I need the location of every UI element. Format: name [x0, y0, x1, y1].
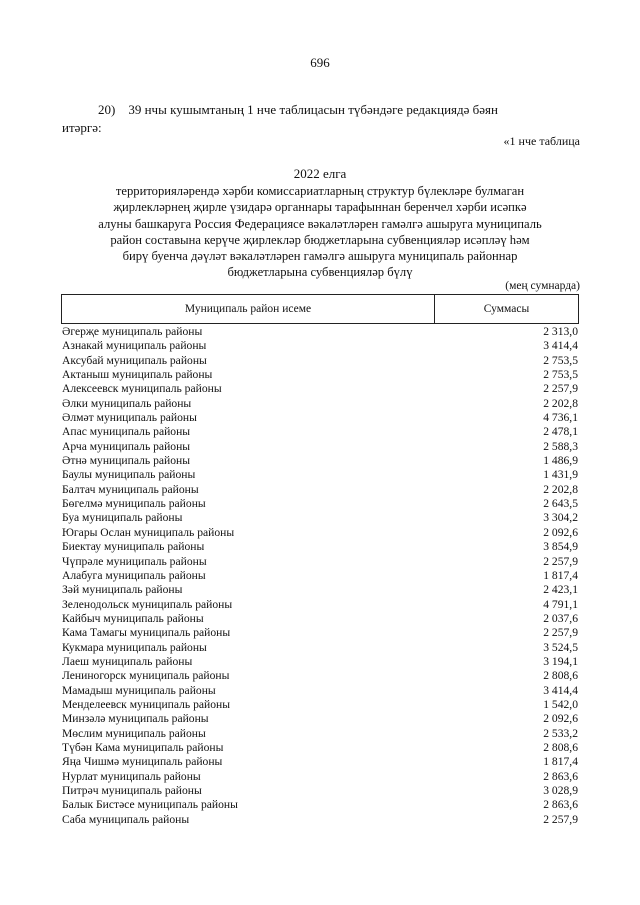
table-row: [62, 526, 578, 540]
title-year: 2022 елга: [293, 166, 347, 181]
district-amount: 3 524,5: [543, 640, 578, 654]
table-reference: «1 нче таблица: [503, 134, 580, 148]
amendment-number: 20): [98, 102, 116, 117]
district-amount: 2 037,6: [543, 611, 578, 625]
amendment-text-line1: 39 нчы кушымтаның 1 нче таблицасын түбәндәге редакциядә бәян: [128, 102, 498, 117]
title-line: территорияләрендә хәрби комиссариатларның структур бүлекләре булмаган: [115, 184, 525, 198]
column-header-name: Муниципаль район исеме: [62, 295, 435, 323]
column-header-amount: Суммасы: [483, 303, 530, 315]
table-row: [62, 483, 578, 497]
district-amount: 3 304,2: [543, 511, 578, 525]
district-amount: 3 028,9: [543, 784, 578, 797]
district-name: Азнакай муниципаль районы: [62, 339, 207, 353]
district-amount: 1 486,9: [543, 454, 578, 468]
table-row: [62, 440, 578, 454]
district-name: Апас муниципаль районы: [62, 425, 191, 439]
table-row: [62, 655, 578, 669]
district-name: Югары Ослан муниципаль районы: [62, 525, 235, 539]
district-name: Түбән Кама муниципаль районы: [62, 740, 224, 754]
district-name: Питрәч муниципаль районы: [62, 784, 202, 797]
table-row: [62, 712, 578, 726]
table-row: [62, 511, 578, 525]
amendment-text-line2: итәргә:: [62, 120, 102, 135]
amendment-paragraph: [62, 101, 580, 137]
district-amount: 2 588,3: [543, 439, 578, 453]
table-row: [62, 468, 578, 482]
district-name: Нурлат муниципаль районы: [62, 769, 201, 783]
table-row: [62, 497, 578, 511]
district-amount: 1 431,9: [543, 468, 578, 482]
district-amount: 2 808,6: [543, 740, 578, 754]
table-row: [62, 698, 578, 712]
district-amount: 2 533,2: [543, 726, 578, 740]
table-row: [62, 569, 578, 583]
district-name: Кукмара муниципаль районы: [62, 640, 207, 654]
table-row: [62, 425, 578, 439]
district-amount: 2 808,6: [543, 669, 578, 683]
district-amount: 2 423,1: [543, 583, 578, 597]
district-name: Чүпрәле муниципаль районы: [62, 554, 207, 568]
table-row: [62, 798, 578, 812]
district-amount: 3 414,4: [543, 683, 578, 697]
table-row: [62, 770, 578, 784]
district-name: Кайбыч муниципаль районы: [62, 611, 204, 625]
table-row: [62, 669, 578, 683]
district-name: Буа муниципаль районы: [62, 511, 183, 525]
district-amount: 2 478,1: [543, 425, 578, 439]
district-amount: 2 092,6: [543, 712, 578, 726]
district-amount: 2 257,9: [543, 554, 578, 568]
table-row: [62, 727, 578, 741]
district-amount: 3 414,4: [543, 339, 578, 353]
table-row: [62, 755, 578, 769]
district-amount: 2 643,5: [543, 497, 578, 511]
district-amount: 1 817,4: [543, 568, 578, 582]
district-name: Аксубай муниципаль районы: [62, 353, 207, 367]
district-amount: 2 257,9: [543, 812, 578, 826]
district-name: Зеленодольск муниципаль районы: [62, 597, 233, 611]
district-name: Минзәлә муниципаль районы: [62, 712, 209, 726]
district-amount: 2 257,9: [543, 382, 578, 396]
table-body: [62, 325, 578, 827]
table-row: [62, 598, 578, 612]
district-amount: 2 257,9: [543, 626, 578, 640]
table-row: [62, 325, 578, 339]
district-name: Әгерҗе муниципаль районы: [62, 325, 203, 338]
district-amount: 2 313,0: [543, 325, 578, 338]
district-name: Лениногорск муниципаль районы: [62, 669, 230, 683]
district-name: Арча муниципаль районы: [62, 439, 191, 453]
table-row: [62, 626, 578, 640]
title-line: җирлекләрнең җирле үзидарә органнары тарафыннан беренчел хәрби исәпкә: [113, 200, 527, 215]
table-row: [62, 684, 578, 698]
district-name: Менделеевск муниципаль районы: [62, 697, 231, 711]
district-amount: 3 854,9: [543, 540, 578, 554]
district-name: Баулы муниципаль районы: [62, 468, 196, 482]
title-line: бюджетларына субвенцияләр бүлү: [227, 265, 413, 280]
district-name: Мөслим муниципаль районы: [62, 726, 206, 740]
title-line: бирү буенча дәүләт вәкаләтләрен гамәлгә ашыруга муниципаль районнар: [122, 249, 518, 264]
table-row: [62, 612, 578, 626]
district-amount: 3 194,1: [543, 654, 578, 668]
district-amount: 2 753,5: [543, 368, 578, 382]
district-name: Балык Бистәсе муниципаль районы: [62, 798, 238, 812]
table-row: [62, 411, 578, 425]
district-name: Лаеш муниципаль районы: [62, 654, 193, 668]
document-title: [60, 183, 580, 281]
district-name: Әтнә муниципаль районы: [62, 454, 191, 468]
district-name: Яңа Чишмә муниципаль районы: [62, 755, 223, 769]
table-row: [62, 382, 578, 396]
table-row: [62, 784, 578, 798]
title-line: район составына керүче җирлекләр бюджетларына субвенцияләр исәпләү һәм: [110, 232, 530, 247]
district-name: Әлки муниципаль районы: [62, 396, 192, 410]
district-name: Актаныш муниципаль районы: [62, 368, 213, 382]
district-amount: 2 202,8: [543, 396, 578, 410]
district-name: Алексеевск муниципаль районы: [62, 382, 222, 396]
table-row: [62, 368, 578, 382]
table-row: [62, 540, 578, 554]
table-row: [62, 583, 578, 597]
district-name: Әлмәт муниципаль районы: [62, 411, 197, 425]
district-name: Биектау муниципаль районы: [62, 540, 205, 554]
district-name: Алабуга муниципаль районы: [62, 568, 206, 582]
district-amount: 2 863,6: [543, 798, 578, 812]
table-row: [62, 454, 578, 468]
title-line: алуны башкаруга Россия Федерациясе вәкаләтләрен гамәлгә ашыруга муниципаль: [98, 216, 542, 231]
district-amount: 2 202,8: [543, 482, 578, 496]
district-amount: 4 736,1: [543, 411, 578, 425]
table-row: [62, 813, 578, 827]
district-name: Бөгелмә муниципаль районы: [62, 497, 206, 511]
table-row: [62, 641, 578, 655]
district-amount: 1 542,0: [543, 697, 578, 711]
district-amount: 1 817,4: [543, 755, 578, 769]
page-number: 696: [310, 55, 330, 70]
district-name: Саба муниципаль районы: [62, 812, 190, 826]
district-amount: 4 791,1: [543, 597, 578, 611]
district-name: Кама Тамагы муниципаль районы: [62, 626, 231, 640]
district-amount: 2 753,5: [543, 353, 578, 367]
table-row: [62, 741, 578, 755]
table-row: [62, 339, 578, 353]
table-row: [62, 397, 578, 411]
district-name: Балтач муниципаль районы: [62, 482, 199, 496]
district-name: Мамадыш муниципаль районы: [62, 683, 216, 697]
district-amount: 2 863,6: [543, 769, 578, 783]
district-name: Зәй муниципаль районы: [62, 583, 183, 597]
table-row: [62, 354, 578, 368]
table-header: [61, 294, 579, 324]
table-row: [62, 555, 578, 569]
unit-note: (мең сумнарда): [505, 280, 580, 292]
district-amount: 2 092,6: [543, 525, 578, 539]
